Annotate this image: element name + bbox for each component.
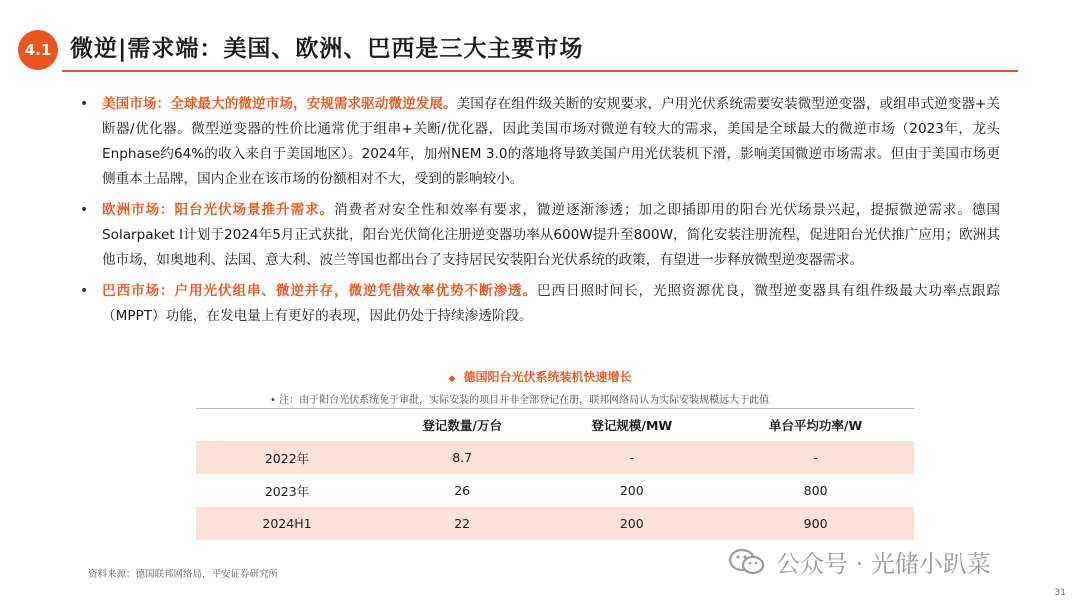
table-header-cell: 登记规模/MW [546, 409, 717, 441]
bullet-brazil-market [80, 279, 1000, 329]
table-cell: 26 [454, 483, 471, 498]
page-title: 微逆|需求端：美国、欧洲、巴西是三大主要市场 [70, 36, 584, 62]
diamond-icon: ◆ [448, 374, 456, 384]
table-cell: - [546, 441, 717, 474]
table-cell: 200 [546, 507, 717, 540]
table-header-cell: 登记数量/万台 [378, 409, 546, 441]
table-cell: 2023年 [264, 483, 310, 499]
source-note: 资料来源：德国联邦网络局，平安证券研究所 [88, 569, 279, 580]
bullet-highlight: 欧洲市场：阳台光伏场景推升需求。 [102, 202, 334, 218]
bullet-highlight: 巴西市场：户用光伏组串、微逆并存，微逆凭借效率优势不断渗透。 [102, 283, 537, 299]
table-note: • 注：由于阳台光伏系统免于审批，实际安装的项目并非全部登记在册，联邦网络局认为实际安装规模远大于此值 [270, 395, 770, 406]
table-cell: 800 [803, 483, 828, 498]
table-cell: 2024H1 [196, 507, 378, 540]
table-title [0, 368, 1080, 385]
table-header-cell [196, 409, 378, 441]
table-row [196, 474, 914, 507]
bullet-europe-market [80, 198, 1000, 273]
bullet-us-market [80, 92, 1000, 192]
bullet-dot-icon: • [80, 202, 89, 218]
bullet-dot-icon: • [80, 283, 89, 299]
table-cell: 200 [619, 483, 644, 498]
bullet-dot-icon: • [80, 96, 89, 112]
table-cell: - [717, 441, 914, 474]
wechat-icon [728, 548, 766, 576]
watermark [728, 544, 991, 579]
bullet-text: 消费者对安全性和效率有要求，微逆逐渐渗透；加之即插即用的阳台光伏场景兴起，提振微逆需求。德国Solarpaket I计划于2024年5月正式获批，阳台光伏简化注册逆变器功率从600W提升至800W，简化安装注册流程，促进阳台光伏推广应用；欧洲其他市场，如奥地利、法国、意大利、波兰等国也都出台了支持居民安装阳台光伏系统的政策，有望进一步释放微型逆变器需求。 [102, 202, 1001, 268]
table-row [196, 441, 914, 474]
bullet-highlight: 美国市场：全球最大的微逆市场，安规需求驱动微逆发展。 [102, 96, 457, 112]
section-badge: 4.1 [18, 30, 58, 70]
page-number: 31 [1054, 588, 1066, 598]
watermark-text: 公众号 · 光储小趴菜 [776, 550, 991, 578]
bullet-list [80, 92, 1000, 335]
table-note-text: 注：由于阳台光伏系统免于审批，实际安装的项目并非全部登记在册，联邦网络局认为实际安装规模远大于此值 [279, 395, 770, 406]
title-divider [62, 70, 1018, 72]
bullet-text: 美国存在组件级关断的安规要求，户用光伏系统需要安装微型逆变器，或组串式逆变器+关断器/优化器。微型逆变器的性价比通常优于组串+关断/优化器，因此美国市场对微逆有较大的需求，美国是全球最大的微逆市场（2023年，龙头Enphase约64%的收入来自于美国地区）。2024年，加州NEM 3.0的落地将导致美国户用光伏装机下滑，影响美国微逆市场需求。但由于美国市场更侧重本土品牌，国内企业在该市场的份额相对不大，受到的影响较小。 [102, 96, 1001, 187]
table-title-text: 德国阳台光伏系统装机快速增长 [463, 370, 632, 384]
table-row [196, 507, 914, 540]
table-cell: 2022年 [196, 441, 378, 474]
table-header-row [196, 409, 914, 441]
table-cell: 22 [378, 507, 546, 540]
table-header-cell: 单台平均功率/W [717, 409, 914, 441]
data-table [196, 409, 914, 540]
table-cell: 8.7 [378, 441, 546, 474]
bullet-text: 巴西日照时间长，光照资源优良，微型逆变器具有组件级最大功率点跟踪（MPPT）功能，在发电量上有更好的表现，因此仍处于持续渗透阶段。 [102, 283, 1000, 324]
table-cell: 900 [717, 507, 914, 540]
